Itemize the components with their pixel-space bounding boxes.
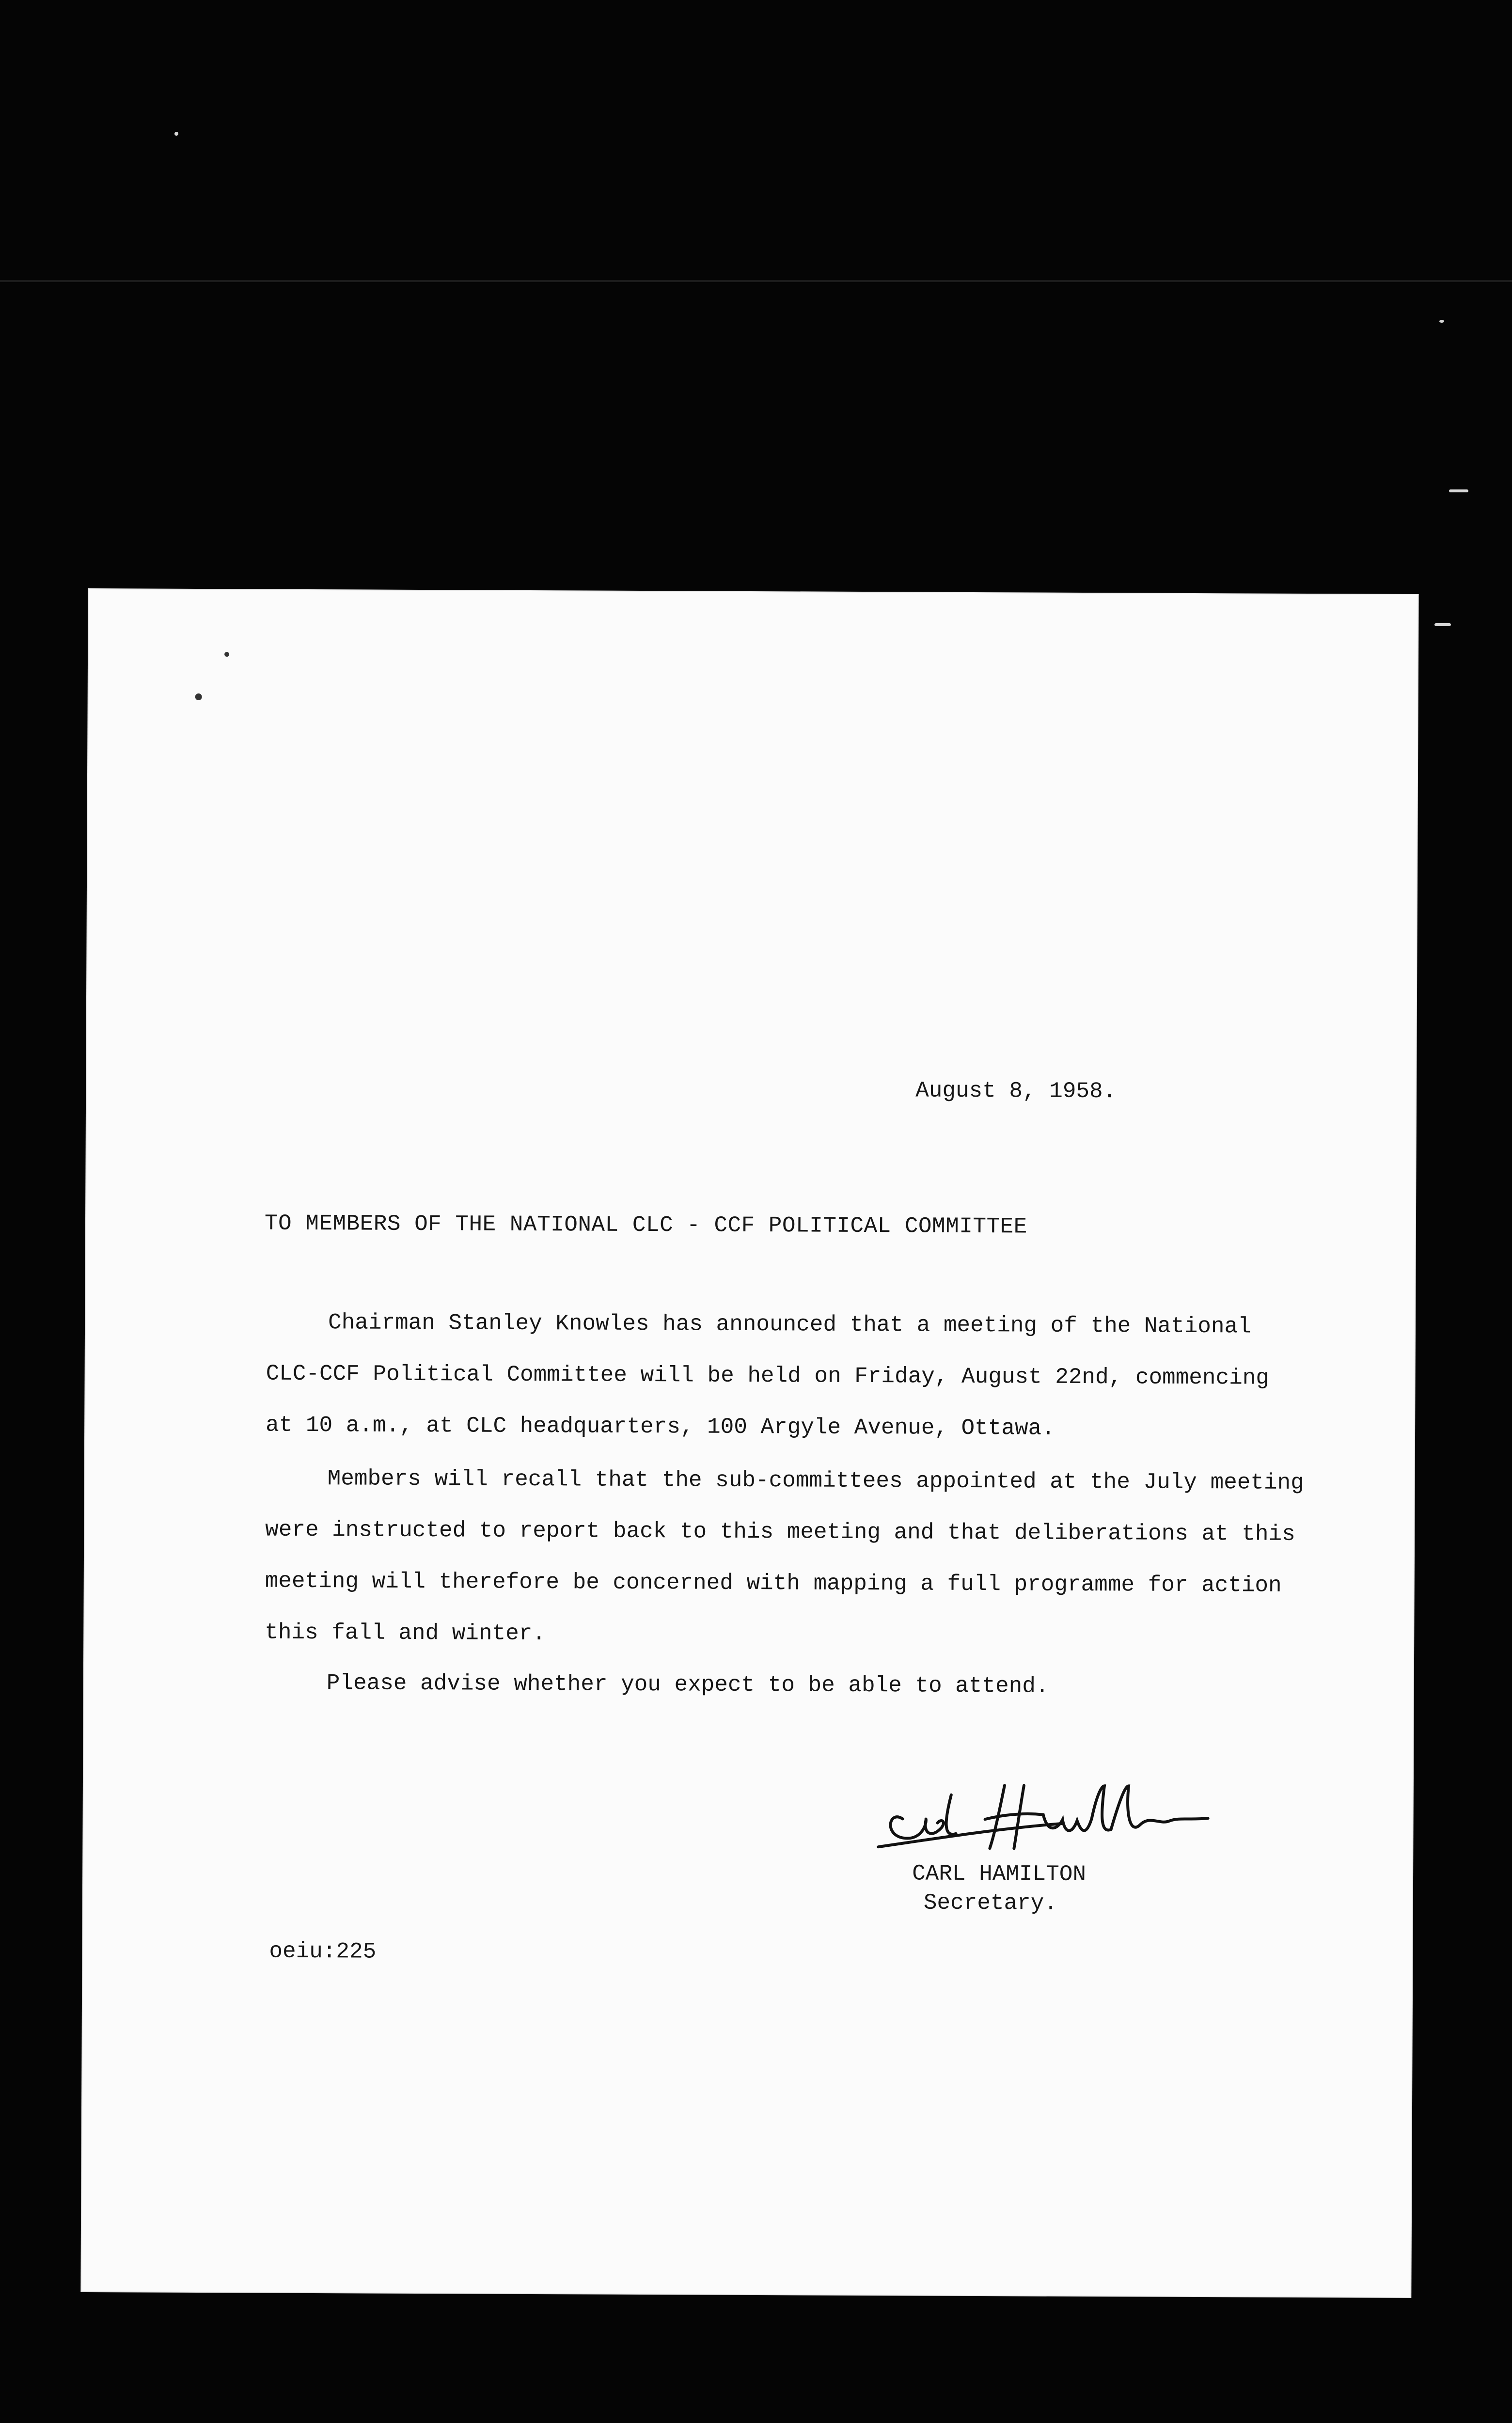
- scan-speck: [1439, 320, 1444, 323]
- paragraph-1-line-1: Chairman Stanley Knowles has announced that a meeting of the National: [328, 1310, 1251, 1339]
- letter-date: August 8, 1958.: [915, 1078, 1117, 1104]
- paragraph-2-line-4: this fall and winter.: [265, 1620, 546, 1647]
- scan-speck: [1434, 623, 1451, 626]
- handwritten-signature: [868, 1765, 1218, 1864]
- signer-title: Secretary.: [923, 1890, 1058, 1916]
- reference-code: oeiu:225: [269, 1938, 377, 1965]
- page-mark: [224, 652, 229, 657]
- paragraph-1-line-2: CLC-CCF Political Committee will be held on Friday, August 22nd, commencing: [266, 1361, 1270, 1391]
- paragraph-1-line-3: at 10 a.m., at CLC headquarters, 100 Argyle Avenue, Ottawa.: [266, 1412, 1055, 1441]
- paragraph-3: Please advise whether you expect to be able to attend.: [326, 1670, 1049, 1699]
- letter-heading: TO MEMBERS OF THE NATIONAL CLC - CCF POLITICAL COMMITTEE: [264, 1211, 1027, 1240]
- page-mark: [195, 693, 202, 700]
- paragraph-2-line-2: were instructed to report back to this meeting and that deliberations at this: [265, 1517, 1295, 1547]
- scan-speck: [1449, 489, 1468, 492]
- letter-page: [81, 589, 1418, 2297]
- scan-speck: [174, 132, 178, 136]
- paragraph-2-line-1: Members will recall that the sub-committees appointed at the July meeting: [327, 1466, 1304, 1495]
- signer-name: CARL HAMILTON: [912, 1861, 1087, 1888]
- paragraph-2-line-3: meeting will therefore be concerned with mapping a full programme for action: [265, 1568, 1282, 1598]
- scan-edge-line: [0, 280, 1512, 282]
